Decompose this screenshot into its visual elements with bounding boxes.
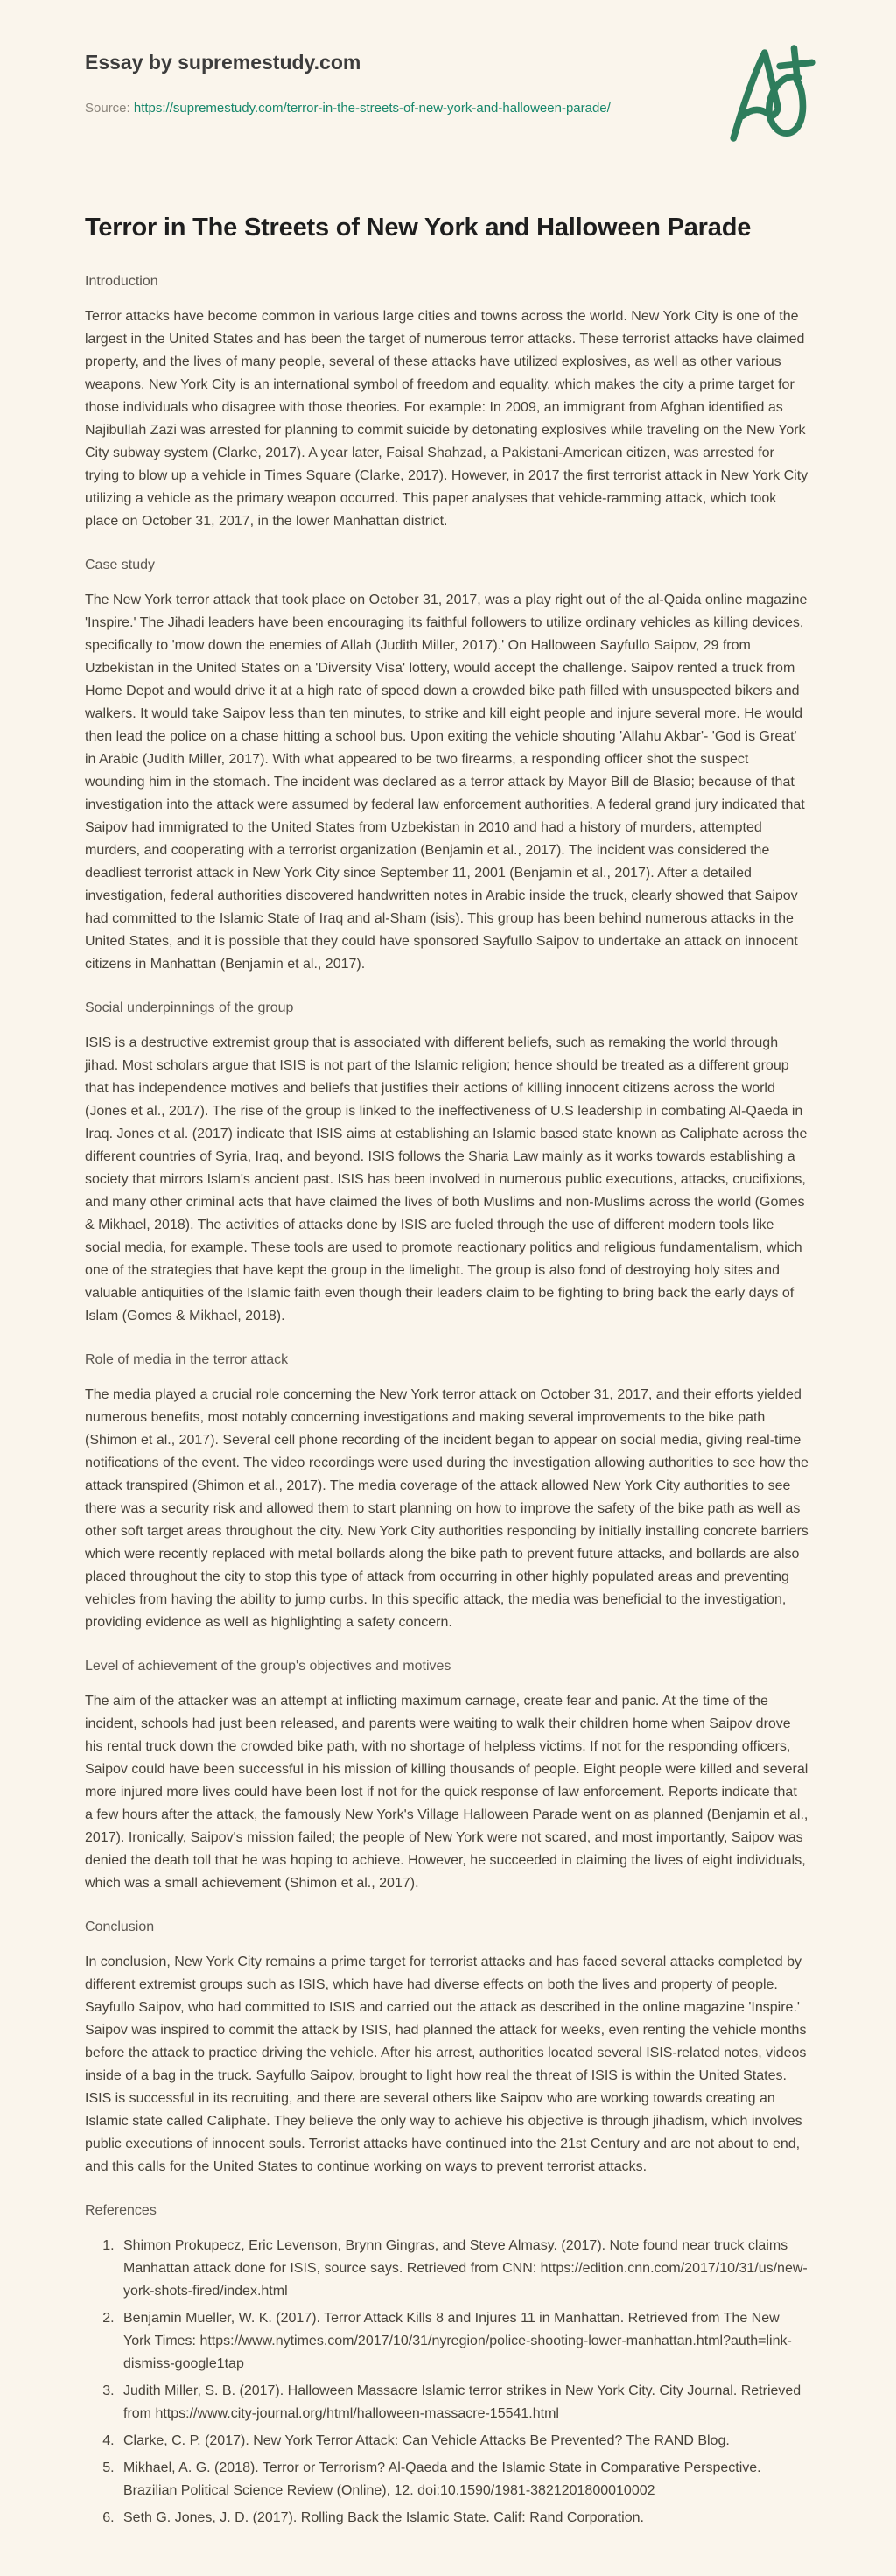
section-heading: Role of media in the terror attack	[85, 1352, 289, 1367]
section-paragraph: The media played a crucial role concerning the New York terror attack on October 31, 2017, and their efforts yielded numerous benefits, most notably concerning investigations and making several improvements to the bike path (Shimon et al., 2017). Several cell phone recording of the incident began to appear on social media, giving real-time notifications of the event. The video recordings were used during the investigation allowing authorities to see how the attack transpired (Shimon et al., 2017). The media coverage of the attack allowed New York City authorities to see there was a security risk and allowed them to start planning on how to improve the safety of the bike path as well as other soft target areas throughout the city. New York City authorities responding by initially installing concrete barriers which were recently replaced with metal bollards along the bike path to prevent future attacks, and bollards are also placed throughout the city to stop this type of attack from occurring in other highly populated areas and preventing vehicles from having the ability to jump curbs. In this specific attack, the media was beneficial to the investigation, providing evidence as well as highlighting a safety concern.	[85, 1387, 808, 1630]
section-paragraph: The New York terror attack that took place on October 31, 2017, was a play right out of the al-Qaida online magazine 'Inspire.' The Jihadi leaders have been encouraging its faithful followers to utilize ordinary vehicles as killing devices, specifically to 'mow down the enemies of Allah (Judith Miller, 2017).' On Halloween Sayfullo Saipov, 29 from Uzbekistan in the United States on a 'Diversity Visa' lottery, would accept the challenge. Saipov rented a truck from Home Depot and would drive it at a high rate of speed down a crowded bike path filled with unsuspected bikers and walkers. It would take Saipov less than ten minutes, to strike and kill eight people and injure several more. He would then lead the police on a chase hitting a school bus. Upon exiting the vehicle shouting 'Allahu Akbar'- 'God is Great' in Arabic (Judith Miller, 2017). With what appeared to be two firearms, a responding officer shot the suspect wounding him in the stomach. The incident was declared as a terror attack by Mayor Bill de Blasio; because of that investigation into the attack were assumed by federal law enforcement authorities. A federal grand jury indicated that Saipov had immigrated to the United States from Uzbekistan in 2010 and had a history of murders, attempted murders, and cooperating with a terrorist organization (Benjamin et al., 2017). The incident was considered the deadliest terrorist attack in New York City since September 11, 2001 (Benjamin et al., 2017). After a detailed investigation, federal authorities discovered handwritten notes in Arabic inside the truck, clearly showed that Saipov had committed to the Islamic State of Iraq and al-Sham (isis). This group has been behind numerous attacks in the United States, and it is possible that they could have sponsored Sayfullo Saipov to undertake an attack on innocent citizens in Manhattan (Benjamin et al., 2017).	[85, 593, 808, 972]
section-heading: Level of achievement of the group's objectives and motives	[85, 1659, 452, 1674]
section-heading: Social underpinnings of the group	[85, 1000, 294, 1015]
reference-item: 3. Judith Miller, S. B. (2017). Halloween Massacre Islamic terror strikes in New York City. City Journal. Retrieved from https://www.city-journal.org/html/halloween-massacre-15541.html	[118, 2380, 808, 2425]
section-paragraph: ISIS is a destructive extremist group that is associated with different beliefs, such as remaking the world through jihad. Most scholars argue that ISIS is not part of the Islamic religion; hence should be treated as a different group that has independence motives and beliefs that justifies their actions of killing innocent citizens across the world (Jones et al., 2017). The rise of the group is linked to the ineffectiveness of U.S leadership in combating Al-Qaeda in Iraq. Jones et al. (2017) indicate that ISIS aims at establishing an Islamic based state known as Caliphate across the different countries of Syria, Iraq, and beyond. ISIS follows the Sharia Law mainly as it works towards establishing a society that mirrors Islam's ancient past. ISIS has been involved in numerous public executions, attacks, crucifixions, and many other criminal acts that have claimed the lives of both Muslims and non-Muslims across the world (Gomes & Mikhael, 2018). The activities of attacks done by ISIS are fueled through the use of different modern tools like social media, for example. These tools are used to promote reactionary politics and religious fundamentalism, which one of the strategies that have kept the group in the limelight. The group is also fond of destroying holy sites and valuable antiquities of the Islamic faith even though their leaders claim to be fighting to bring back the early days of Islam (Gomes & Mikhael, 2018).	[85, 1035, 808, 1323]
site-title: Essay by supremestudy.com	[85, 51, 361, 74]
section-introduction	[85, 274, 808, 533]
section-heading: Introduction	[85, 274, 158, 289]
section-paragraph: Terror attacks have become common in various large cities and towns across the world. New York City is one of the largest in the United States and has been the target of numerous terror attacks. These terrorist attacks have claimed property, and the lives of many people, several of these attacks have utilized explosives, as well as other various weapons. New York City is an international symbol of freedom and equality, which makes the city a prime target for those individuals who disagree with those theories. For example: In 2009, an immigrant from Afghan identified as Najibullah Zazi was arrested for planning to commit suicide by detonating explosives while traveling on the New York City subway system (Clarke, 2017). A year later, Faisal Shahzad, a Pakistani-American citizen, was arrested for trying to blow up a vehicle in Times Square (Clarke, 2017). However, in 2017 the first terrorist attack in New York City utilizing a vehicle as the primary weapon occurred. This paper analyses that vehicle-ramming attack, which took place on October 31, 2017, in the lower Manhattan district.	[85, 309, 808, 529]
section-paragraph: In conclusion, New York City remains a prime target for terrorist attacks and has faced several attacks completed by different extremist groups such as ISIS, which have had diverse effects on both the lives and property of people. Sayfullo Saipov, who had committed to ISIS and carried out the attack as described in the online magazine 'Inspire.' Saipov was inspired to commit the attack by ISIS, had planned the attack for weeks, even renting the vehicle months before the attack to practice driving the vehicle. After his arrest, authorities located several ISIS-related notes, videos inside of a bag in the truck. Sayfullo Saipov, brought to light how real the threat of ISIS is within the United States. ISIS is successful in its recruiting, and there are several others like Saipov who are working towards creating an Islamic state called Caliphate. They believe the only way to achieve his objective is through jihadism, which involves public executions of innocent souls. Terrorist attacks have continued into the 21st Century and are not about to end, and this calls for the United States to continue working on ways to prevent terrorist attacks.	[85, 1955, 807, 2174]
section-role-of-media-in-the-terror-attack	[85, 1352, 808, 1634]
reference-item: 5. Mikhael, A. G. (2018). Terror or Terrorism? Al-Qaeda and the Islamic State in Comparative Perspective. Brazilian Political Science Review (Online), 12. doi:10.1590/1981-3821201800010002	[118, 2457, 808, 2502]
section-conclusion	[85, 1920, 808, 2179]
section-heading: Conclusion	[85, 1920, 155, 1934]
reference-item: 4. Clarke, C. P. (2017). New York Terror Attack: Can Vehicle Attacks Be Prevented? The RAND Blog.	[118, 2430, 808, 2453]
section-paragraph: The aim of the attacker was an attempt at inflicting maximum carnage, create fear and panic. At the time of the incident, schools had just been released, and parents were waiting to walk their children home when Saipov drove his rental truck down the crowded bike path, with no shortage of helpless victims. If not for the responding officers, Saipov could have been successful in his mission of killing thousands of people. Eight people were killed and several more injured more lives could have been lost if not for the quick response of law enforcement. Reports indicate that a few hours after the attack, the famously New York's Village Halloween Parade went on as planned (Benjamin et al., 2017). Ironically, Saipov's mission failed; the people of New York were not scared, and most importantly, Saipov was denied the death toll that he was hoping to achieve. However, he succeeded in claiming the lives of eight individuals, which was a small achievement (Shimon et al., 2017).	[85, 1694, 808, 1891]
reference-item: 1. Shimon Prokupecz, Eric Levenson, Brynn Gingras, and Steve Almasy. (2017). Note found near truck claims Manhattan attack done for ISIS, source says. Retrieved from CNN: https://edition.cnn.com/2017/10/31/us/new-york-shots-fired/index.html	[118, 2235, 808, 2303]
reference-item: 2. Benjamin Mueller, W. K. (2017). Terror Attack Kills 8 and Injures 11 in Manhattan. Retrieved from The New York Times: https://www.nytimes.com/2017/10/31/nyregion/police-shooting-lower-manhattan.html?auth=link-dismiss-google1tap	[118, 2307, 808, 2376]
section-level-of-achievement-of-the-group-s-objectives-and-motives	[85, 1659, 808, 1895]
essay-sections	[85, 274, 808, 2530]
reference-item: 6. Seth G. Jones, J. D. (2017). Rolling Back the Islamic State. Calif: Rand Corporation.	[118, 2507, 808, 2530]
section-references	[85, 2203, 808, 2530]
source-label: Source:	[85, 101, 134, 116]
references-list	[85, 2235, 808, 2530]
section-case-study	[85, 558, 808, 976]
page-header	[85, 51, 808, 116]
section-heading: Case study	[85, 558, 156, 572]
section-social-underpinnings-of-the-group	[85, 1000, 808, 1328]
a-plus-logo-icon	[728, 44, 817, 144]
source-line	[85, 101, 808, 116]
section-heading: References	[85, 2203, 157, 2218]
essay	[85, 214, 808, 2530]
essay-title: Terror in The Streets of New York and Halloween Parade	[85, 214, 752, 242]
source-link[interactable]: https://supremestudy.com/terror-in-the-streets-of-new-york-and-halloween-parade/	[133, 101, 611, 116]
